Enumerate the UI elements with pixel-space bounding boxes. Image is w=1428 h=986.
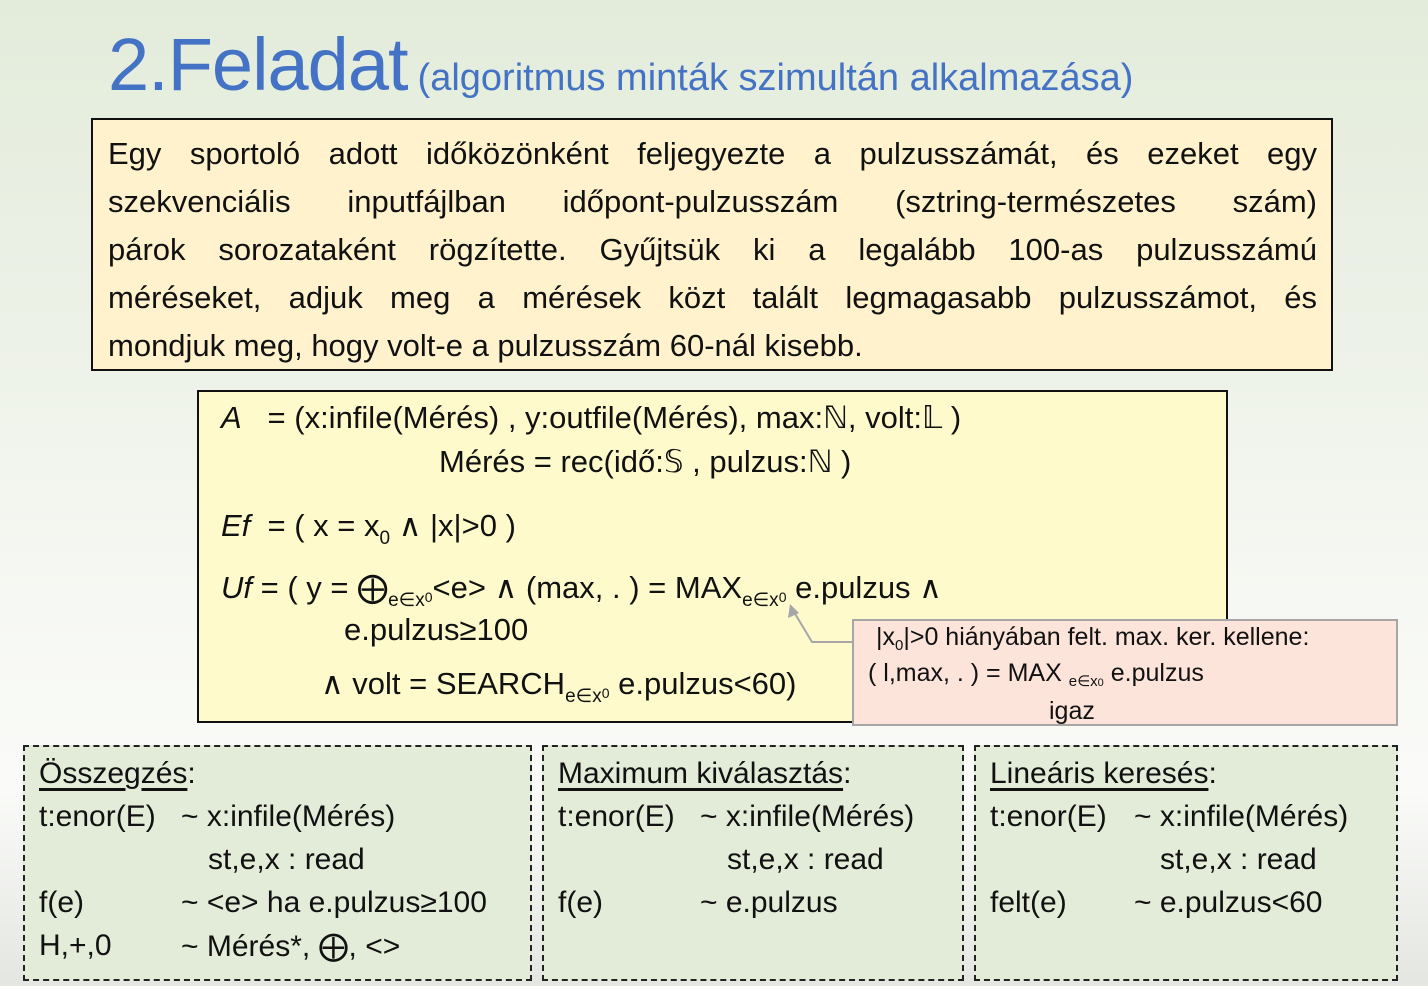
postcondition-label: Uf <box>221 570 252 605</box>
task-line: párok sorozataként rögzítette. Gyűjtsük ki a legalább 100-as pulzusszámú <box>108 232 1317 267</box>
task-line: szekvenciális inputfájlban időpont-pulzusszám (sztring-természetes szám) <box>108 184 1317 219</box>
postcondition-line: Uf = ( $y = ⨁_{e\in x}0<e>$ ∧ (max, . ) = $MAX_{e\in x}0$ e.pulzus ∧ <box>221 570 942 611</box>
pattern-box-linear-search: Lineáris keresés: t:enor(E) ~ x:infile(Mérés) st,e,x : read felt(e) ~ e.pulzus<60 <box>974 745 1398 981</box>
note-line-1: $|x_0|>0$ hiányában felt. max. ker. kellene: <box>876 623 1310 654</box>
pattern-title: Lineáris keresés: <box>990 757 1217 790</box>
note-callout <box>852 619 1398 726</box>
precondition-line: Ef = ( $x = x_0$ ∧ |x|>0 ) <box>221 508 516 549</box>
slide-title <box>108 22 1133 107</box>
state-space-line <box>221 400 961 436</box>
pattern-title: Összegzés: <box>39 757 196 790</box>
title-subtitle: (algoritmus minták szimultán alkalmazása) <box>417 57 1134 99</box>
task-description-box <box>91 118 1333 371</box>
task-line: mondjuk meg, hogy volt-e a pulzusszám 60-nál kisebb. <box>108 328 863 363</box>
title-main: 2.Feladat <box>108 23 408 106</box>
note-line-2: ( l,max, . ) = MAX $_{e\in x0}$ e.pulzus <box>868 659 1204 690</box>
callout-arrow-icon <box>780 600 860 650</box>
search-line: ∧ volt = $SEARCH_{e\in x}0$ e.pulzus<60) <box>321 666 797 707</box>
pattern-title: Maximum kiválasztás: <box>558 757 852 790</box>
task-line: méréseket, adjuk meg a mérések közt talált legmagasabb pulzusszámot, és <box>108 280 1317 315</box>
note-line-3: igaz <box>1049 697 1095 725</box>
record-type-line: Mérés = rec(idő:𝕊 , pulzus:ℕ ) <box>439 444 852 479</box>
pattern-box-maximum: Maximum kiválasztás: t:enor(E) ~ x:infile(Mérés) st,e,x : read f(e) ~ e.pulzus <box>542 745 964 981</box>
state-space-definition: = (x:infile(Mérés) , y:outfile(Mérés), max:ℕ, volt:𝕃 ) <box>267 400 962 435</box>
summation-condition: e.pulzus≥100 <box>344 612 529 647</box>
task-line: Egy sportoló adott időközönként feljegyezte a pulzusszámát, és ezeket egy <box>108 136 1317 171</box>
state-space-label: A <box>221 400 242 435</box>
precondition-label: Ef <box>221 508 251 543</box>
pattern-box-summation: Összegzés: t:enor(E) ~ x:infile(Mérés) st,e,x : read f(e) ~ <e> ha e.pulzus≥100 H,+,0 ~ Mérés*, ⨁, <> <box>23 745 532 981</box>
